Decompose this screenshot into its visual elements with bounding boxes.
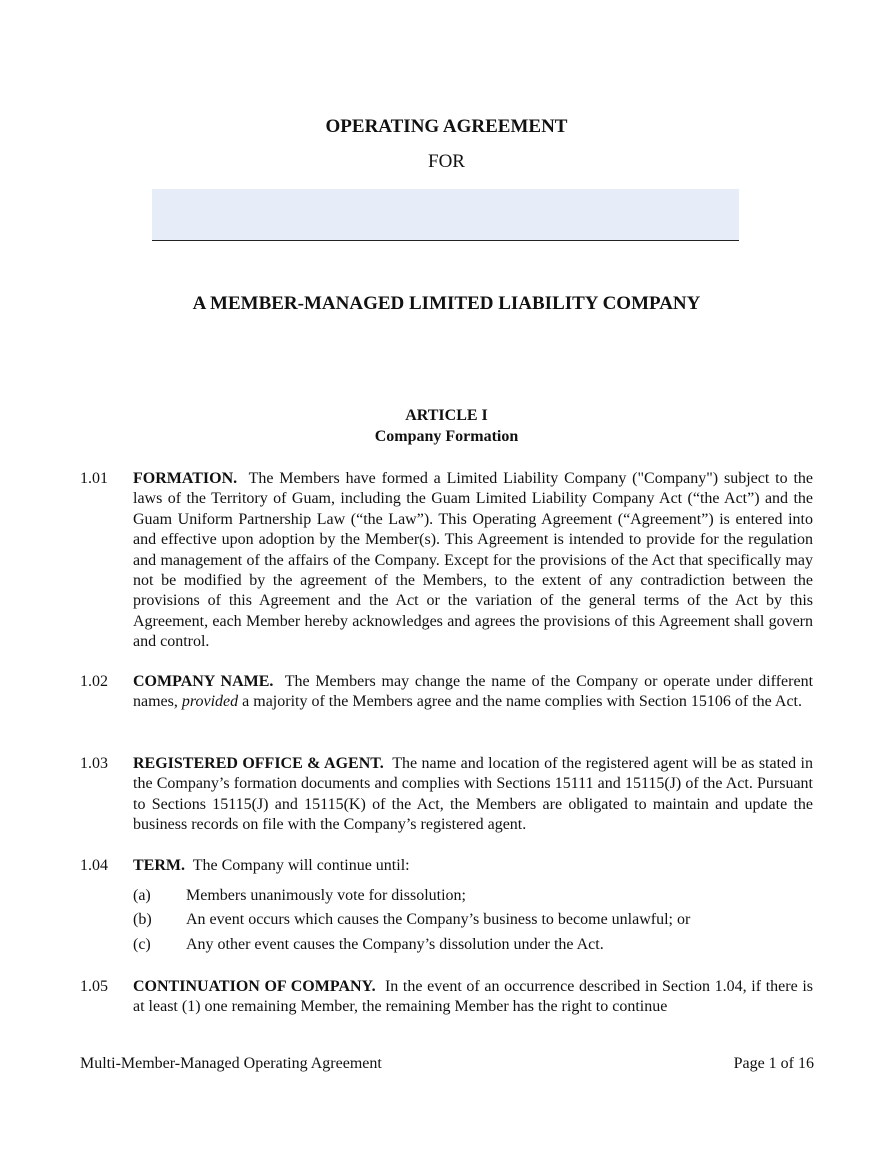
section-body	[133, 856, 813, 876]
section-number: 1.03	[80, 755, 108, 772]
section-text: a majority of the Members agree and the name complies with Section 15106 of the Act.	[242, 693, 802, 711]
section-heading: COMPANY NAME.	[133, 673, 274, 690]
list-item-label: (c)	[133, 936, 151, 953]
section-body	[133, 754, 813, 836]
section-text: In the event of an occurrence described in Section 1.04, if there is at least (1) one remaining Member, the remaining Member has the right to continue	[133, 978, 813, 1016]
section-text: The Company will continue until:	[192, 857, 410, 874]
article-number: ARTICLE I	[405, 407, 488, 424]
list-item	[133, 887, 813, 907]
section-1-01	[80, 469, 813, 653]
section-1-05	[80, 977, 813, 1018]
list-item-text: An event occurs which causes the Company’s business to become unlawful; or	[186, 911, 691, 928]
section-heading: CONTINUATION OF COMPANY.	[133, 978, 376, 995]
section-number: 1.02	[80, 673, 108, 690]
list-item	[133, 911, 813, 931]
list-item-label: (b)	[133, 911, 152, 928]
section-body	[133, 469, 813, 653]
section-text: The Members may change the name of the Company or operate under different names,	[133, 673, 814, 711]
document-subtitle: A MEMBER-MANAGED LIMITED LIABILITY COMPANY	[192, 293, 701, 314]
section-heading: TERM.	[133, 857, 185, 874]
list-item-label: (a)	[133, 887, 151, 904]
list-item	[133, 936, 813, 956]
section-number: 1.05	[80, 978, 108, 995]
section-body	[133, 977, 813, 1018]
company-name-field[interactable]	[152, 189, 739, 241]
section-heading: FORMATION.	[133, 470, 238, 487]
section-heading: REGISTERED OFFICE & AGENT.	[133, 755, 384, 772]
section-1-02	[80, 672, 813, 713]
footer-document-name: Multi-Member-Managed Operating Agreement	[80, 1055, 382, 1072]
document-for-label: FOR	[428, 151, 465, 172]
section-text-italic: provided	[181, 693, 239, 711]
article-heading: Company Formation	[374, 428, 519, 445]
section-1-04	[80, 856, 813, 876]
section-number: 1.01	[80, 470, 108, 487]
footer-page-number: Page 1 of 16	[733, 1055, 814, 1072]
section-1-03	[80, 754, 813, 836]
section-number: 1.04	[80, 857, 108, 874]
section-body	[133, 672, 813, 713]
list-item-text: Any other event causes the Company’s dissolution under the Act.	[186, 936, 604, 953]
document-title: OPERATING AGREEMENT	[325, 116, 568, 137]
section-text: The Members have formed a Limited Liability Company ("Company") subject to the laws of the Territory of Guam, including the Guam Limited Liability Company Act (“the Act”) and the Guam Uniform Partnership Law (“the Law”). This Operating Agreement (“Agreement”) is entered into and effective upon adoption by the Member(s). This Agreement is intended to provide for the regulation and management of the affairs of the Company. Except for the provisions of the Act that specifically may not be modified by the agreement of the Members, to the extent of any contradiction between the provisions of this Agreement and the Act or the variation of the general terms of the Act by this Agreement, each Member hereby acknowledges and agrees the provisions of this Agreement shall govern and control.	[133, 470, 813, 651]
list-item-text: Members unanimously vote for dissolution;	[186, 887, 466, 904]
section-text: The name and location of the registered agent will be as stated in the Company’s formation documents and complies with Sections 15111 and 15115(J) of the Act. Pursuant to Sections 15115(J) and 15115(K) of the Act, the Members are obligated to maintain and update the business records on file with the Company’s registered agent.	[133, 755, 813, 834]
